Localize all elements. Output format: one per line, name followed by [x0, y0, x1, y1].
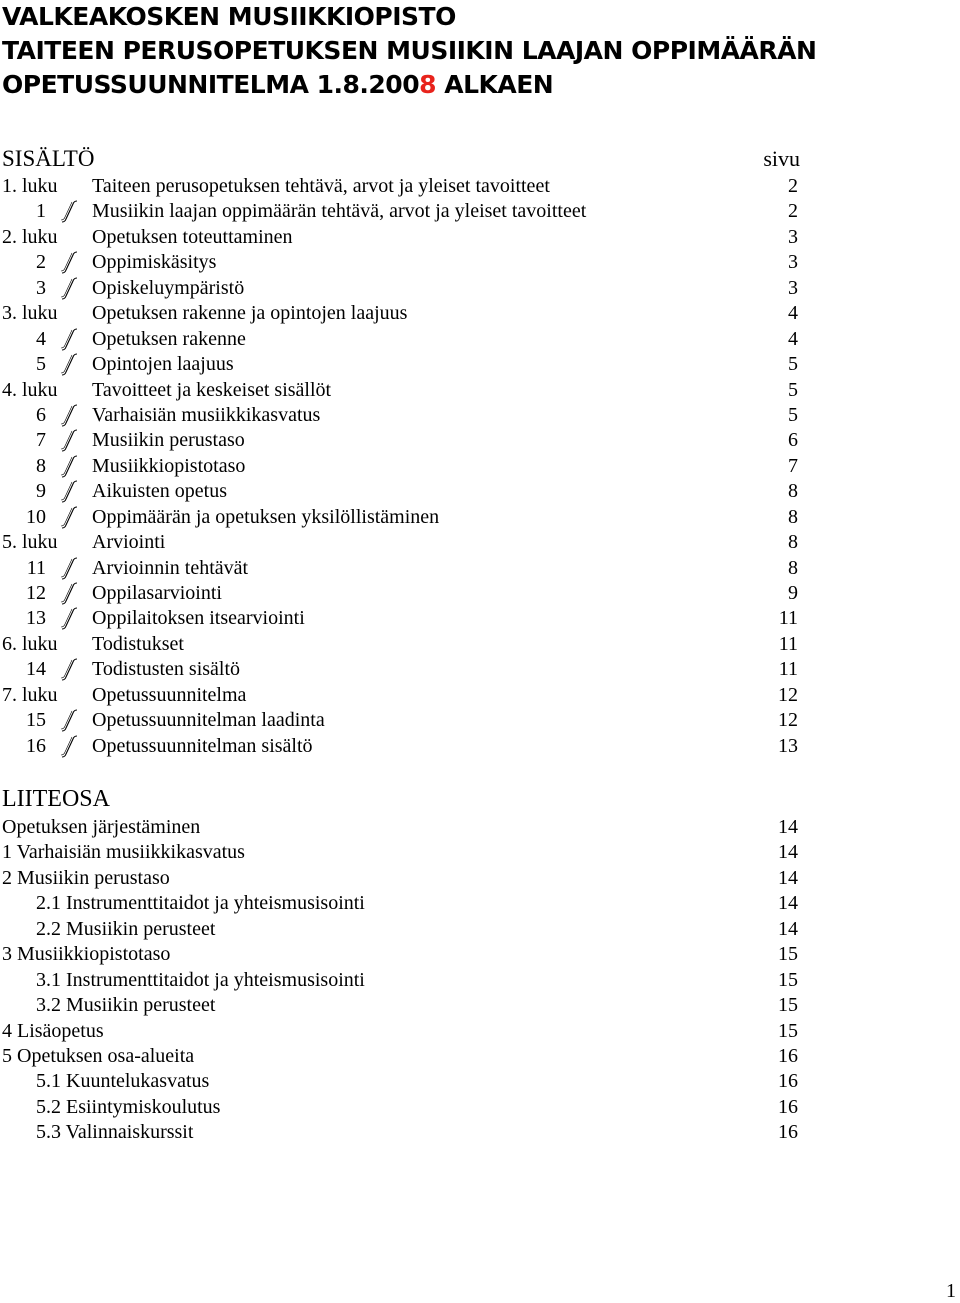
toc-entry-page: 8 [788, 531, 798, 554]
appendix-list [0, 815, 800, 1146]
chapter-label: 6. luku [2, 632, 58, 655]
toc-entry-title: Opetuksen rakenne ja opintojen laajuus [92, 302, 408, 325]
toc-entry-page: 4 [788, 302, 798, 325]
appendix-heading: LIITEOSA [2, 786, 110, 812]
toc-entry-title: Musiikkiopistotaso [92, 454, 246, 477]
toc-entry-page: 3 [788, 225, 798, 248]
toc-entry-title: Arviointi [92, 531, 166, 554]
toc-entry-page: 8 [788, 556, 798, 579]
toc-entry-page: 13 [778, 734, 798, 757]
title-line-3-a: OPETUSSUUNNITELMA 1.8.200 [2, 70, 420, 99]
toc-row [0, 199, 800, 224]
appendix-entry-page: 14 [778, 866, 798, 889]
toc-row [0, 403, 800, 428]
appendix-row [0, 1069, 800, 1094]
appendix-row [0, 942, 800, 967]
toc-row [0, 606, 800, 631]
section-number: 7 [36, 429, 46, 452]
toc-entry-page: 9 [788, 582, 798, 604]
toc-entry-title: Todistukset [92, 632, 184, 655]
section-sign-icon [58, 352, 82, 377]
appendix-row [0, 815, 800, 840]
toc-entry-title: Oppilasarviointi [92, 582, 222, 604]
appendix-entry-page: 14 [778, 841, 798, 864]
toc-entry-title: Todistusten sisältö [92, 658, 241, 681]
appendix-entry-page: 14 [778, 816, 798, 838]
appendix-row [0, 993, 800, 1018]
appendix-entry-page: 16 [778, 1070, 798, 1093]
section-sign-icon [58, 505, 82, 530]
toc-heading: SISÄLTÖ [2, 146, 95, 171]
appendix-entry-title: 5.3 Valinnaiskurssit [36, 1121, 194, 1144]
appendix-entry-page: 15 [778, 994, 798, 1017]
section-sign-icon [58, 556, 82, 581]
toc-row [0, 632, 800, 657]
appendix-entry-title: 5 Opetuksen osa-alueita [2, 1044, 195, 1067]
page-number: 1 [946, 1280, 956, 1302]
appendix-entry-title: 2.1 Instrumenttitaidot ja yhteismusisointi [36, 892, 365, 915]
toc-entry-page: 11 [778, 632, 798, 655]
section-number: 5 [36, 353, 46, 376]
toc-row [0, 479, 800, 504]
section-number: 2 [36, 251, 46, 274]
document-title [2, 0, 952, 102]
toc-entry-page: 6 [788, 429, 798, 452]
toc-entry-page: 7 [788, 454, 798, 477]
toc-entry-page: 5 [788, 378, 798, 401]
toc-entry-title: Oppimiskäsitys [92, 251, 217, 274]
chapter-label: 4. luku [2, 378, 58, 401]
toc-entry-page: 12 [778, 709, 798, 732]
appendix-entry-title: 3.1 Instrumenttitaidot ja yhteismusisointi [36, 968, 365, 991]
section-number: 14 [26, 658, 46, 681]
title-line-3 [2, 68, 952, 102]
toc-entry-page: 8 [788, 505, 798, 528]
toc-row [0, 530, 800, 555]
toc-entry-title: Opetussuunnitelma [92, 683, 247, 706]
appendix-entry-page: 16 [778, 1095, 798, 1118]
toc-row [0, 352, 800, 377]
section-sign-icon [58, 708, 82, 733]
chapter-label: 7. luku [2, 683, 58, 706]
section-sign-icon [58, 454, 82, 479]
toc-entry-page: 4 [788, 327, 798, 350]
toc-entry-title: Opetussuunnitelman laadinta [92, 709, 325, 732]
toc-entry-title: Musiikin laajan oppimäärän tehtävä, arvot ja yleiset tavoitteet [92, 200, 587, 223]
toc-list [0, 174, 800, 759]
appendix-entry-title: Opetuksen järjestäminen [2, 816, 201, 838]
toc-entry-title: Opiskeluympäristö [92, 276, 245, 299]
toc-row [0, 581, 800, 606]
section-sign-icon [58, 581, 82, 606]
page-column-label: sivu [763, 146, 800, 171]
toc-row [0, 327, 800, 352]
section-number: 9 [36, 480, 46, 503]
toc-entry-title: Oppilaitoksen itsearviointi [92, 607, 305, 630]
appendix-entry-title: 2.2 Musiikin perusteet [36, 917, 216, 940]
toc-entry-title: Opetuksen toteuttaminen [92, 225, 293, 248]
toc-row [0, 174, 800, 199]
appendix-row [0, 1019, 800, 1044]
appendix-row [0, 840, 800, 865]
appendix-entry-title: 2 Musiikin perustaso [2, 866, 170, 889]
title-line-3-b: ALKAEN [436, 70, 554, 99]
toc-entry-page: 8 [788, 480, 798, 503]
title-line-1: VALKEAKOSKEN MUSIIKKIOPISTO [2, 2, 456, 31]
chapter-label: 1. luku [2, 175, 58, 197]
toc-row [0, 505, 800, 530]
toc-entry-page: 11 [778, 607, 798, 630]
section-number: 13 [26, 607, 46, 630]
appendix-entry-title: 4 Lisäopetus [2, 1019, 104, 1042]
toc-entry-page: 12 [778, 683, 798, 706]
toc-row [0, 556, 800, 581]
section-number: 1 [36, 200, 46, 223]
appendix-row [0, 891, 800, 916]
section-sign-icon [58, 657, 82, 682]
appendix-entry-page: 15 [778, 968, 798, 991]
section-sign-icon [58, 199, 82, 224]
toc-entry-title: Musiikin perustaso [92, 429, 245, 452]
section-sign-icon [58, 479, 82, 504]
appendix-entry-title: 3.2 Musiikin perusteet [36, 994, 216, 1017]
toc-row [0, 378, 800, 403]
appendix-entry-title: 5.2 Esiintymiskoulutus [36, 1095, 221, 1118]
appendix-entry-page: 16 [778, 1044, 798, 1067]
toc-entry-page: 3 [788, 276, 798, 299]
toc-entry-page: 3 [788, 251, 798, 274]
section-number: 11 [26, 556, 46, 579]
section-number: 4 [36, 327, 46, 350]
section-sign-icon [58, 276, 82, 301]
appendix-row [0, 866, 800, 891]
section-number: 8 [36, 454, 46, 477]
toc-entry-page: 2 [788, 200, 798, 223]
section-sign-icon [58, 327, 82, 352]
appendix-entry-title: 5.1 Kuuntelukasvatus [36, 1070, 210, 1093]
section-number: 6 [36, 403, 46, 426]
toc-row [0, 683, 800, 708]
appendix-entry-page: 15 [778, 943, 798, 966]
toc-row [0, 657, 800, 682]
toc-entry-title: Varhaisiän musiikkikasvatus [92, 403, 321, 426]
toc-entry-page: 11 [778, 658, 798, 681]
appendix-entry-title: 1 Varhaisiän musiikkikasvatus [2, 841, 245, 864]
chapter-label: 5. luku [2, 531, 58, 554]
section-sign-icon [58, 250, 82, 275]
toc-row [0, 301, 800, 326]
chapter-label: 2. luku [2, 225, 58, 248]
title-red-digit: 8 [419, 70, 437, 99]
section-number: 3 [36, 276, 46, 299]
appendix-entry-title: 3 Musiikkiopistotaso [2, 943, 171, 966]
toc-entry-title: Taiteen perusopetuksen tehtävä, arvot ja yleiset tavoitteet [92, 175, 550, 197]
toc-entry-title: Aikuisten opetus [92, 480, 227, 503]
appendix-row [0, 1044, 800, 1069]
section-number: 16 [26, 734, 46, 757]
toc-entry-title: Oppimäärän ja opetuksen yksilöllistäminen [92, 505, 440, 528]
toc-entry-page: 5 [788, 353, 798, 376]
toc-entry-title: Opetuksen rakenne [92, 327, 246, 350]
toc-row [0, 276, 800, 301]
appendix-row [0, 1120, 800, 1145]
toc-row [0, 454, 800, 479]
toc-entry-page: 2 [788, 175, 798, 197]
toc-row [0, 428, 800, 453]
toc-entry-title: Arvioinnin tehtävät [92, 556, 249, 579]
title-line-2: TAITEEN PERUSOPETUKSEN MUSIIKIN LAAJAN OPPIMÄÄRÄN [2, 36, 817, 65]
toc-entry-title: Opintojen laajuus [92, 353, 234, 376]
toc-entry-page: 5 [788, 403, 798, 426]
appendix-row [0, 968, 800, 993]
chapter-label: 3. luku [2, 302, 58, 325]
appendix-entry-page: 14 [778, 892, 798, 915]
section-sign-icon [58, 734, 82, 759]
appendix-row [0, 917, 800, 942]
appendix-entry-page: 15 [778, 1019, 798, 1042]
toc-row [0, 250, 800, 275]
section-sign-icon [58, 403, 82, 428]
section-number: 10 [26, 505, 46, 528]
toc-header [2, 146, 802, 172]
toc-entry-title: Opetussuunnitelman sisältö [92, 734, 313, 757]
section-sign-icon [58, 606, 82, 631]
toc-entry-title: Tavoitteet ja keskeiset sisällöt [92, 378, 332, 401]
appendix-row [0, 1095, 800, 1120]
toc-row [0, 708, 800, 733]
section-number: 12 [26, 582, 46, 604]
toc-row [0, 225, 800, 250]
section-sign-icon [58, 428, 82, 453]
toc-row [0, 734, 800, 759]
section-number: 15 [26, 709, 46, 732]
appendix-entry-page: 14 [778, 917, 798, 940]
appendix-entry-page: 16 [778, 1121, 798, 1144]
